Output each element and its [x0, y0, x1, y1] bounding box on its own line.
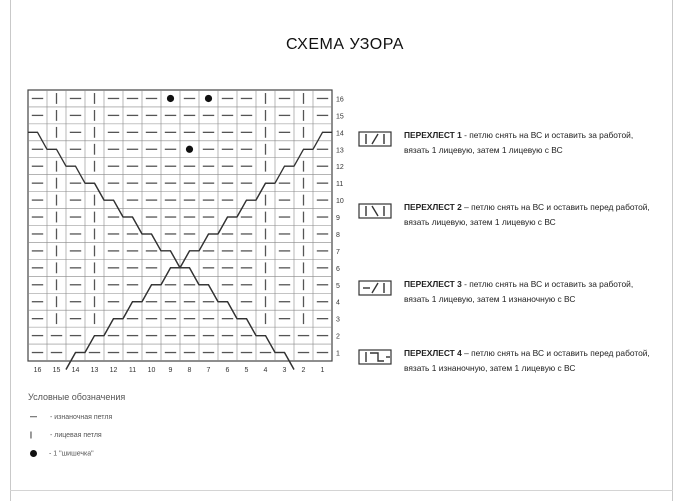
row-number-label: 2 — [336, 333, 340, 341]
column-number-label: 11 — [128, 367, 137, 374]
bobble-symbol-icon — [30, 450, 37, 457]
legend-label-knit: - лицевая петля — [49, 432, 102, 439]
column-numbers — [34, 367, 325, 374]
column-number-label: 6 — [225, 367, 230, 374]
legend-label-purl: - изнаночная петля — [49, 414, 113, 421]
row-number-label: 15 — [336, 113, 344, 121]
column-number-label: 13 — [90, 367, 99, 374]
definition-cross-4 — [358, 346, 658, 376]
row-number-label: 4 — [336, 299, 340, 307]
definition-cross-3 — [358, 277, 658, 307]
cross-3-text: - петлю снять на ВС и оставить за работой, вязать 1 лицевую, затем 1 изнаночную с ВС — [404, 279, 634, 304]
column-number-label: 14 — [71, 367, 80, 374]
column-number-label: 7 — [206, 367, 211, 374]
row-number-label: 3 — [336, 316, 340, 324]
column-number-label: 4 — [263, 367, 268, 374]
column-number-label: 3 — [282, 367, 287, 374]
row-number-label: 13 — [336, 147, 344, 155]
column-number-label: 2 — [301, 367, 306, 374]
cross-4-symbol-icon — [358, 346, 394, 366]
definition-cross-2 — [358, 200, 658, 230]
row-numbers — [336, 96, 344, 357]
bobble-mark — [186, 146, 193, 153]
purl-symbol-icon: — — [30, 414, 37, 421]
legend-title: Условные обозначения — [28, 392, 126, 402]
knit-symbol-icon: | — [30, 432, 32, 439]
bobble-mark — [167, 95, 174, 102]
column-number-label: 15 — [52, 367, 61, 374]
legend-item-purl — [30, 414, 112, 421]
row-number-label: 14 — [336, 130, 344, 138]
row-number-label: 12 — [336, 164, 344, 172]
column-number-label: 12 — [109, 367, 118, 374]
column-number-label: 9 — [168, 367, 173, 374]
cross-2-name: ПЕРЕХЛЕСТ 2 — [404, 202, 462, 212]
legend-label-bobble: - 1 "шишечка" — [48, 450, 94, 458]
row-number-label: 10 — [336, 198, 344, 206]
row-number-label: 9 — [336, 215, 340, 223]
row-number-label: 6 — [336, 265, 340, 273]
page-title: СХЕМА УЗОРА — [286, 36, 404, 53]
bobble-mark — [205, 95, 212, 102]
cross-3-name: ПЕРЕХЛЕСТ 3 — [404, 279, 462, 289]
row-number-label: 8 — [336, 231, 340, 239]
cross-2-symbol-icon — [358, 200, 394, 220]
definition-cross-1 — [358, 128, 658, 158]
cross-1-text: - петлю снять на ВС и оставить за работой, вязать 1 лицевую, затем 1 лицевую с ВС — [404, 130, 634, 155]
column-number-label: 1 — [320, 367, 325, 374]
row-number-label: 5 — [336, 282, 340, 290]
cross-2-text: – петлю снять на ВС и оставить перед работой, вязать лицевую, затем 1 лицевую с ВС — [404, 202, 650, 227]
cross-3-symbol-icon — [358, 277, 394, 297]
row-number-label: 16 — [336, 96, 344, 104]
column-number-label: 10 — [147, 367, 156, 374]
row-number-label: 7 — [336, 248, 340, 256]
cross-4-text: – петлю снять на ВС и оставить перед работой, вязать 1 изнаночную, затем 1 лицевую с ВС — [404, 348, 650, 373]
cross-1-symbol-icon — [358, 128, 394, 148]
legend-item-knit — [30, 432, 102, 439]
legend-item-bobble — [30, 450, 94, 457]
cross-1-name: ПЕРЕХЛЕСТ 1 — [404, 130, 462, 140]
column-number-label: 8 — [187, 367, 192, 374]
row-number-label: 11 — [336, 181, 344, 189]
column-number-label: 5 — [244, 367, 249, 374]
column-number-label: 16 — [33, 367, 42, 374]
row-number-label: 1 — [336, 350, 340, 358]
cross-4-name: ПЕРЕХЛЕСТ 4 — [404, 348, 462, 358]
